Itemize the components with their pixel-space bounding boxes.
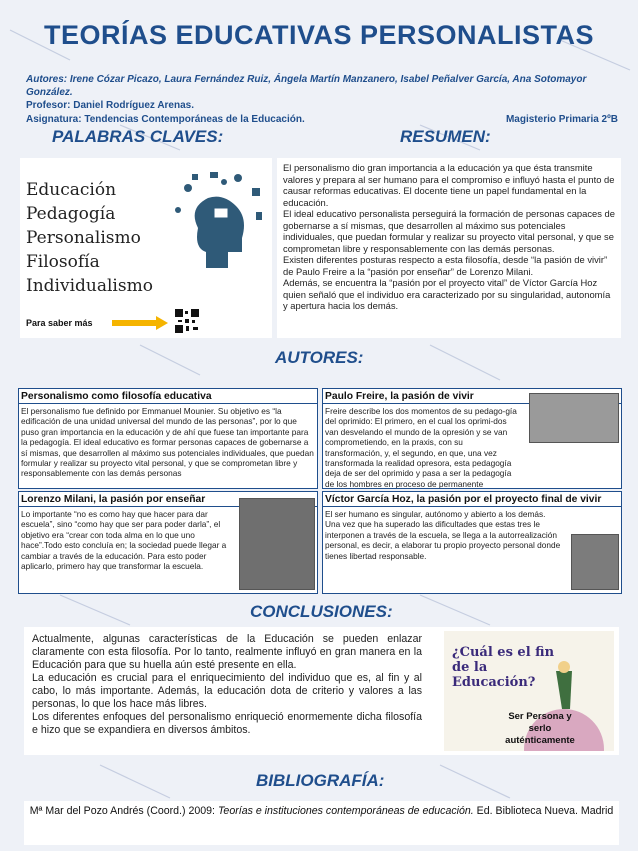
summary-paragraph: Existen diferentes posturas respecto a esta filosofía, desde “la pasión de vivir” de Paulo Freire a la “pasión por enseñar” de Lorenzo Milani. <box>283 254 608 277</box>
milani-photo <box>239 498 315 590</box>
card-text: Freire describe los dos momentos de su pedago-gía del oprimido: El primero, en el cual los oprimi-dos van desvelando el mundo de la opresión y se van comprometiendo, en la praxis, con su transformación, y, el segundo, en que, una vez transformada la realidad opresora, esta pedagogía deja de ser del oprimido y pasa a ser la pedagogía de los hombres en proceso de permanente <box>325 406 517 489</box>
conclusions-text <box>32 633 422 737</box>
card-title: Lorenzo Milani, la pasión por enseñar <box>19 492 317 507</box>
card-garcia-hoz <box>322 491 622 594</box>
bibliography-panel <box>24 801 619 845</box>
illustration-question: ¿Cuál es el fin de la Educación? <box>452 645 555 690</box>
summary-heading: RESUMEN: <box>400 127 491 146</box>
summary-paragraph: El ideal educativo personalista perseguirá la formación de personas capaces de gobernarse a sí mismas, que desarrollen al máximo sus potenciales individuales, que puedan formular y realizar su proyecto vital personal, y que se comprometan libre y responsablemente con las demás personas. <box>283 208 615 254</box>
authors-line: Autores: Irene Cózar Picazo, Laura Fernández Ruiz, Ángela Martín Manzanero, Isabel Peñalver García, Ana Sotomayor González. <box>26 74 587 98</box>
summary-paragraph: El personalismo dio gran importancia a la educación ya que ésta transmite valores y prepara al ser humano para el compromiso e influyó hasta el punto de causar reformas educativas. El docente tiene un papel fundamental en la educación. <box>283 162 615 208</box>
freire-photo <box>529 393 619 443</box>
keyword-item: Personalismo <box>26 228 141 248</box>
card-text: El ser humano es singular, autónomo y abierto a los demás. Una vez que ha superado las dificultades que estas tres le interponen a través de la escuela, se llega a la autorrealización personal, es decir, a elaborar tu propio proyecto personal donde tienes libertad responsable. <box>325 509 561 561</box>
authors-heading: AUTORES: <box>275 348 364 367</box>
card-title: Víctor García Hoz, la pasión por el proyecto final de vivir <box>323 492 621 507</box>
conclusion-paragraph: Actualmente, algunas características de la Educación se pueden enlazar claramente con esta filosofía. Por lo tanto, realmente influyó en gran manera en la Educación para que su huella aún esté presente en ella. <box>32 633 422 671</box>
keywords-list <box>26 178 153 298</box>
garcia-hoz-photo <box>571 534 619 590</box>
poster-title: TEORÍAS EDUCATIVAS PERSONALISTAS <box>43 20 595 50</box>
card-personalism <box>18 388 318 489</box>
qr-code-icon[interactable] <box>174 308 200 334</box>
keyword-item: Educación <box>26 180 117 200</box>
bibliography-publisher: Ed. Biblioteca Nueva. Madrid <box>473 805 614 817</box>
head-silhouette-icon <box>168 168 272 288</box>
bibliography-heading: BIBLIOGRAFÍA: <box>256 771 385 790</box>
bibliography-author: Mª Mar del Pozo Andrés (Coord.) 2009: <box>29 805 218 817</box>
keyword-item: Individualismo <box>26 276 153 296</box>
more-info-label: Para saber más <box>26 318 93 328</box>
conclusion-paragraph: La educación es crucial para el enriquecimiento del individuo que es, al fin y al cabo, lo más importante. Además, la educación dota de criterio y valores a las personas, lo que los hace más libres. <box>32 672 422 710</box>
illustration-answer: Ser Persona y serlo auténticamente <box>505 711 575 746</box>
keyword-item: Filosofía <box>26 252 100 272</box>
keywords-heading: PALABRAS CLAVES: <box>52 127 224 146</box>
professor-line: Profesor: Daniel Rodríguez Arenas. <box>26 100 194 111</box>
summary-paragraph: Además, se encuentra la “pasión por el proyecto vital” de Víctor García Hoz quien señaló que el individuo era caracterizado por su singularidad, autonomía y apertura hacia los demás. <box>283 277 611 311</box>
keyword-item: Pedagogía <box>26 204 116 224</box>
little-prince-illustration <box>444 631 614 751</box>
arrow-right-icon <box>112 316 168 330</box>
card-title: Personalismo como filosofía educativa <box>19 389 317 404</box>
bibliography-book-title: Teorías e instituciones contemporáneas de educación. <box>217 805 474 817</box>
conclusion-paragraph: Los diferentes enfoques del personalismo enriqueció enormemente dicha filosofía e hizo que se expandiera en diversos ámbitos. <box>32 711 422 736</box>
card-freire <box>322 388 622 489</box>
subject-line: Asignatura: Tendencias Contemporáneas de la Educación. <box>26 114 305 125</box>
card-title: Paulo Freire, la pasión de vivir <box>323 389 621 404</box>
summary-panel <box>277 158 621 338</box>
card-text: Lo importante “no es como hay que hacer para dar escuela”, sino “como hay que ser para poder darla”, el objetivo era “crear con toda alma en lo que uno hace”.Todo esto concluía en; la sociedad puede llegar a cambiar a través de la educación. Para esto poder aplicarlo, primero hay que transformar la escuela. <box>21 509 227 572</box>
keywords-panel <box>20 158 272 338</box>
grade-line: Magisterio Primaria 2ºB <box>505 114 618 125</box>
conclusions-panel <box>24 627 619 755</box>
conclusions-heading: CONCLUSIONES: <box>250 602 393 621</box>
card-milani <box>18 491 318 594</box>
card-text: El personalismo fue definido por Emmanuel Mounier. Su objetivo es “la edificación de una unidad universal del mundo de las personas”, por lo que puso gran importancia en la educación y de ahí que fuese tan importante para la pedagogía. El ideal educativo es formar personas capaces de gobernarse a sí mismas, que desarrollen al máximo sus potenciales individuales, que puedan formular y realizar su proyecto vital personal, y que se comprometan libre y responsablemente con las demás personas <box>21 406 314 479</box>
